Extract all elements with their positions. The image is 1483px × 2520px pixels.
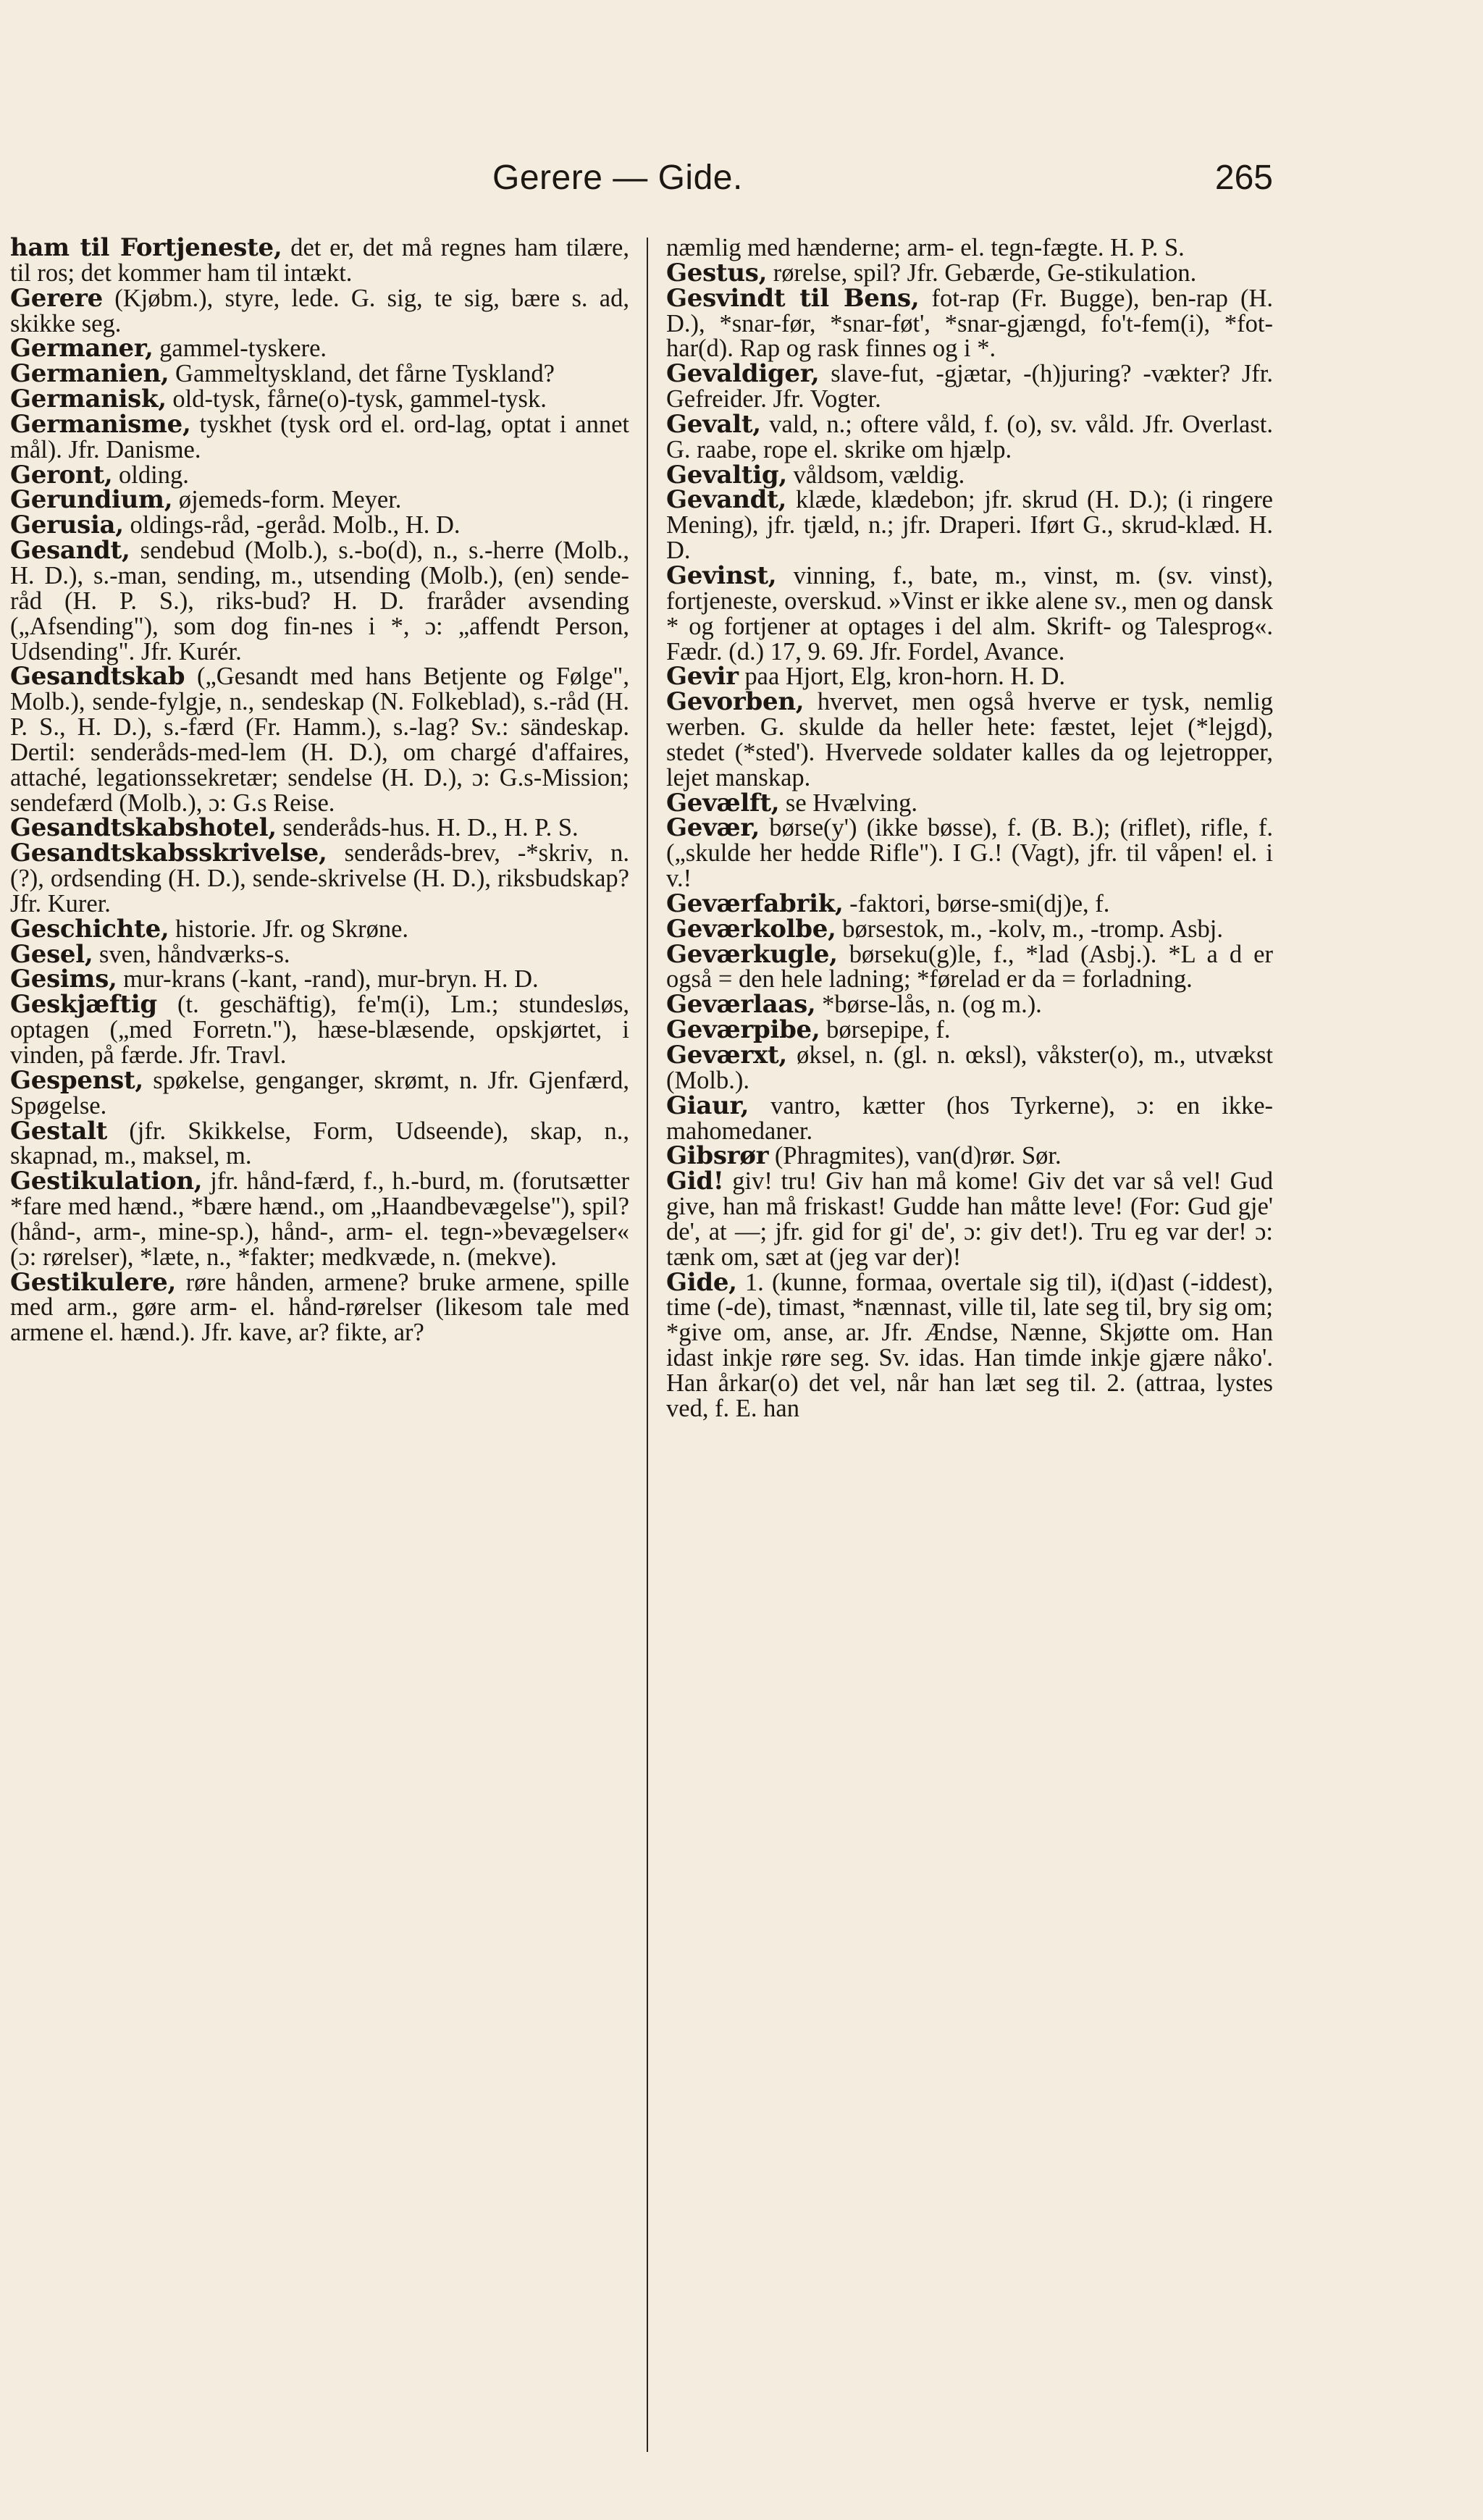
entry-headword: Gevaltig, bbox=[666, 460, 787, 490]
entry-headword: Gesel, bbox=[10, 939, 93, 969]
entry-headword: Gestus, bbox=[666, 258, 768, 287]
entry-headword: Gevorben, bbox=[666, 687, 804, 717]
dictionary-entry bbox=[666, 1017, 1273, 1043]
entry-definition: vald, n.; oftere våld, f. (o), sv. våld. Jfr. Overlast. G. raabe, rope el. skrike om hjælp. bbox=[666, 410, 1273, 463]
entry-definition: våldsom, vældig. bbox=[786, 461, 965, 489]
dictionary-entry bbox=[666, 914, 1273, 944]
entry-definition: røre hånden, armene? bruke armene, spille med arm., gøre arm- el. hånd-rørelser (likesom tale med armene el. hænd.). Jfr. kave, ar? fikte, ar? bbox=[10, 1268, 629, 1347]
dictionary-entry bbox=[666, 689, 1273, 790]
entry-definition: sven, håndværks-s. bbox=[93, 940, 290, 968]
entry-headword: Gide, bbox=[666, 1267, 737, 1297]
entry-definition: klæde, klædebon; jfr. skrud (H. D.); (i ringere Mening), jfr. tjæld, n.; jfr. Draperi. Iført G., skrud-klæd. H. D. bbox=[666, 486, 1273, 565]
dictionary-entry bbox=[10, 939, 629, 969]
entry-headword: Gestikulere, bbox=[10, 1267, 177, 1297]
entry-headword: Geschichte, bbox=[10, 914, 169, 944]
dictionary-entry bbox=[666, 939, 1273, 994]
entry-definition: Gammeltyskland, det fårne Tyskland? bbox=[169, 360, 555, 388]
entry-definition: slave-fut, -gjætar, -(h)juring? -vækter? Jfr. Gefreider. Jfr. Vogter. bbox=[666, 360, 1273, 413]
entry-headword: Germanien, bbox=[10, 359, 169, 389]
entry-definition: tyskhet (tysk ord el. ord-lag, optat i annet mål). Jfr. Danisme. bbox=[10, 410, 629, 463]
entry-definition: fot-rap (Fr. Bugge), ben-rap (H. D.), *snar-før, *snar-føt', *snar-gjængd, fo't-fem(i), *fot-har(d). Rap og rask finnes og i *. bbox=[666, 284, 1273, 363]
entry-headword: ham til Fortjeneste, bbox=[10, 233, 282, 262]
entry-headword: Gevalt, bbox=[666, 409, 761, 439]
entry-headword: Geværxt, bbox=[666, 1041, 787, 1070]
entry-definition: næmlig med hænderne; arm- el. tegn-fægte. H. P. S. bbox=[666, 234, 1185, 261]
dictionary-entry bbox=[666, 815, 1273, 891]
dictionary-entry bbox=[666, 1267, 1273, 1422]
running-title: Gerere — Gide. bbox=[492, 159, 743, 197]
entry-definition: øjemeds-form. Meyer. bbox=[172, 486, 402, 514]
dictionary-entry bbox=[10, 387, 629, 412]
right-column bbox=[666, 235, 1273, 2473]
entry-definition: hvervet, men også hverve er tysk, nemlig werben. G. skulde da heller hete: fæstet, lejet (*lejgd), stedet (*sted'). Hvervede soldater kalles da og lejetropper, lejet manskap. bbox=[666, 688, 1273, 791]
dictionary-entry bbox=[10, 1065, 629, 1120]
entry-headword: Gesandtskabshotel, bbox=[10, 813, 277, 843]
entry-definition: 1. (kunne, formaa, overtale sig til), i(d)ast (-iddest), time (-de), timast, *nænnast, ville til, late seg til, bry sig om; *give om, anse, ar. Jfr. Ændse, Nænne, Skjøtte om. Han idast inkje røre seg. Sv. idas. Han timde inkje gjære nåko'. Han årkar(o) det vel, når han læt seg til. 2. (attraa, lystes ved, f. E. han bbox=[666, 1268, 1273, 1422]
left-column bbox=[10, 235, 629, 2473]
entry-definition: mur-krans (-kant, -rand), mur-bryn. H. D. bbox=[117, 965, 539, 994]
entry-definition: paa Hjort, Elg, kron-horn. H. D. bbox=[738, 663, 1066, 691]
dictionary-entry bbox=[10, 334, 629, 364]
entry-headword: Gid! bbox=[666, 1167, 724, 1196]
dictionary-entry bbox=[666, 1143, 1273, 1169]
entry-headword: Gerere bbox=[10, 283, 103, 313]
entry-headword: Gesandt, bbox=[10, 536, 130, 566]
dictionary-entry bbox=[10, 283, 629, 337]
entry-headword: Geværkolbe, bbox=[666, 914, 836, 944]
dictionary-entry bbox=[10, 1116, 629, 1170]
page-header bbox=[0, 158, 1483, 209]
entry-definition: olding. bbox=[112, 461, 189, 489]
entry-definition: (Kjøbm.), styre, lede. G. sig, te sig, bære s. ad, skikke seg. bbox=[10, 284, 629, 337]
entry-headword: Gevir bbox=[666, 662, 739, 692]
dictionary-entry bbox=[10, 815, 629, 841]
entry-headword: Geront, bbox=[10, 460, 113, 490]
entry-headword: Gevandt, bbox=[666, 485, 787, 515]
dictionary-entry bbox=[666, 560, 1273, 665]
page-number: 265 bbox=[1214, 159, 1273, 197]
entry-definition: vantro, kætter (hos Tyrkerne), ɔ: en ikke-mahomedaner. bbox=[666, 1091, 1273, 1145]
dictionary-entry bbox=[666, 283, 1273, 363]
entry-headword: Gestikulation, bbox=[10, 1167, 203, 1196]
entry-headword: Gestalt bbox=[10, 1116, 108, 1146]
dictionary-entry bbox=[10, 664, 629, 815]
dictionary-entry bbox=[666, 1043, 1273, 1093]
entry-definition: senderåds-brev, -*skriv, n. (?), ordsending (H. D.), sende-skrivelse (H. D.), riksbudskap? Jfr. Kurer. bbox=[10, 839, 629, 917]
dictionary-entry bbox=[10, 235, 629, 286]
dictionary-entry bbox=[666, 460, 1273, 490]
entry-headword: Gevaldiger, bbox=[666, 359, 820, 389]
entry-headword: Germanisk, bbox=[10, 385, 167, 414]
dictionary-entry bbox=[10, 992, 629, 1068]
entry-definition: børseku(g)le, f., *lad (Asbj.). *L a d er også = den hele ladning; *førelad er da = forladning. bbox=[666, 940, 1273, 994]
entry-definition: rørelse, spil? Jfr. Gebærde, Ge-stikulation. bbox=[767, 259, 1197, 287]
entry-headword: Gevælft, bbox=[666, 788, 780, 818]
entry-headword: Gerundium, bbox=[10, 485, 173, 515]
entry-headword: Geskjæftig bbox=[10, 990, 157, 1020]
entry-definition: („Gesandt med hans Betjente og Følge", Molb.), sende-fylgje, n., sendeskap (N. Folkeblad), s.-råd (H. P. S., H. D.), s.-færd (Fr. Hamm.), s.-lag? Sv.: sändeskap. Dertil: senderåds-med-lem (H. D.), om chargé d'affaires, attaché, legationssekretær; sendelse (H. D.), ɔ: G.s-Mission; sendefærd (Molb.), ɔ: G.s Reise. bbox=[10, 663, 629, 817]
dictionary-entry bbox=[10, 487, 629, 513]
entry-definition: se Hvælving. bbox=[779, 789, 917, 817]
dictionary-entry bbox=[10, 538, 629, 664]
entry-definition: det er, det må regnes ham tilære, til ros; det kommer ham til intækt. bbox=[10, 234, 629, 287]
entry-headword: Geværlaas, bbox=[666, 990, 816, 1020]
dictionary-entry bbox=[10, 1169, 629, 1269]
entry-headword: Giaur, bbox=[666, 1091, 749, 1120]
entry-definition: -faktori, børse-smi(dj)e, f. bbox=[843, 889, 1110, 917]
dictionary-entry bbox=[10, 460, 629, 490]
entry-definition: senderåds-hus. H. D., H. P. S. bbox=[276, 814, 579, 842]
entry-definition: jfr. hånd-færd, f., h.-burd, m. (forutsætter *fare med hænd., *bære hænd., om „Haandbevægelse"), spil? (hånd-, arm-, mine-sp.), hånd-, arm- el. tegn-»bevægelser« (ɔ: rørelser), *læte, n., *fakter; medkvæde, n. (mekve). bbox=[10, 1167, 629, 1271]
entry-headword: Geværfabrik, bbox=[666, 889, 844, 918]
dictionary-entry bbox=[666, 361, 1273, 412]
entry-headword: Gevinst, bbox=[666, 560, 777, 590]
entry-headword: Gibsrør bbox=[666, 1141, 769, 1171]
dictionary-entry bbox=[666, 1169, 1273, 1269]
entry-definition: (t. geschäftig), fe'm(i), Lm.; stundesløs, optagen („med Forretn."), hæse-blæsende, opskjørtet, i vinden, på færde. Jfr. Travl. bbox=[10, 991, 629, 1069]
entry-definition: (Phragmites), van(d)rør. Sør. bbox=[768, 1142, 1062, 1170]
entry-headword: Gevær, bbox=[666, 813, 760, 843]
dictionary-entry bbox=[666, 258, 1273, 287]
dictionary-entry bbox=[10, 967, 629, 992]
entry-definition: oldings-råd, -geråd. Molb., H. D. bbox=[123, 511, 461, 539]
entry-headword: Gesandtskab bbox=[10, 662, 185, 692]
entry-headword: Geværpibe, bbox=[666, 1015, 820, 1045]
entry-headword: Geværkugle, bbox=[666, 939, 838, 969]
entry-headword: Gesims, bbox=[10, 965, 117, 994]
dictionary-entry bbox=[666, 487, 1273, 563]
dictionary-entry bbox=[10, 513, 629, 538]
entry-definition: vinning, f., bate, m., vinst, m. (sv. vinst), fortjeneste, overskud. »Vinst er ikke alene sv., men og dansk * og fortjener at optages i del alm. Skrift- og Talesprog«. Fædr. (d.) 17, 9. 69. Jfr. Fordel, Avance. bbox=[666, 561, 1273, 665]
dictionary-entry bbox=[666, 891, 1273, 917]
entry-headword: Gesvindt til Bens, bbox=[666, 283, 920, 313]
dictionary-entry bbox=[666, 409, 1273, 463]
entry-definition: *børse-lås, n. (og m.). bbox=[815, 991, 1042, 1019]
entry-definition: øksel, n. (gl. n. œksl), våkster(o), m., utvækst (Molb.). bbox=[666, 1041, 1273, 1094]
entry-headword: Germaner, bbox=[10, 334, 154, 364]
entry-headword: Gerusia, bbox=[10, 511, 124, 540]
dictionary-entry bbox=[666, 662, 1273, 692]
dictionary-entry bbox=[10, 409, 629, 463]
entry-definition: børsestok, m., -kolv, m., -tromp. Asbj. bbox=[836, 915, 1224, 943]
dictionary-entry bbox=[10, 841, 629, 917]
entry-definition: spøkelse, genganger, skrømt, n. Jfr. Gjenfærd, Spøgelse. bbox=[10, 1066, 629, 1120]
dictionary-entry bbox=[666, 235, 1273, 261]
dictionary-entry bbox=[666, 1093, 1273, 1144]
entry-headword: Germanisme, bbox=[10, 409, 191, 439]
entry-definition: giv! tru! Giv han må kome! Giv det var så vel! Gud give, han må friskast! Gudde han måtte leve! (For: Gud gje' de', at —; jfr. gid for gi' de', ɔ: giv det!). Tru eg var der! ɔ: tænk om, sæt at (jeg var der)! bbox=[666, 1167, 1273, 1271]
column-divider bbox=[647, 238, 648, 2452]
entry-definition: børsepipe, f. bbox=[820, 1016, 951, 1044]
entry-definition: børse(y') (ikke bøsse), f. (B. B.); (riflet), rifle, f. („skulde her hedde Rifle"). I G.! (Vagt), jfr. til våpen! el. i v.! bbox=[666, 814, 1273, 893]
dictionary-entry bbox=[666, 990, 1273, 1020]
dictionary-entry bbox=[10, 361, 629, 387]
entry-headword: Gespenst, bbox=[10, 1065, 143, 1095]
dictionary-entry bbox=[666, 788, 1273, 818]
dictionary-entry bbox=[10, 1267, 629, 1347]
entry-definition: historie. Jfr. og Skrøne. bbox=[169, 915, 409, 943]
entry-definition: gammel-tyskere. bbox=[153, 335, 327, 363]
dictionary-entry bbox=[10, 914, 629, 944]
entry-definition: sendebud (Molb.), s.-bo(d), n., s.-herre (Molb., H. D.), s.-man, sending, m., utsending (Molb.), (en) sende-råd (H. P. S.), riks-bud? H. D. fraråder avsending („Afsending"), som dog fin-nes i *, ɔ: „affendt Person, Udsending". Jfr. Kurér. bbox=[10, 537, 629, 665]
entry-headword: Gesandtskabsskrivelse, bbox=[10, 839, 327, 868]
entry-definition: old-tysk, fårne(o)-tysk, gammel-tysk. bbox=[166, 385, 547, 413]
entry-definition: (jfr. Skikkelse, Form, Udseende), skap, n., skapnad, m., maksel, m. bbox=[10, 1117, 629, 1170]
